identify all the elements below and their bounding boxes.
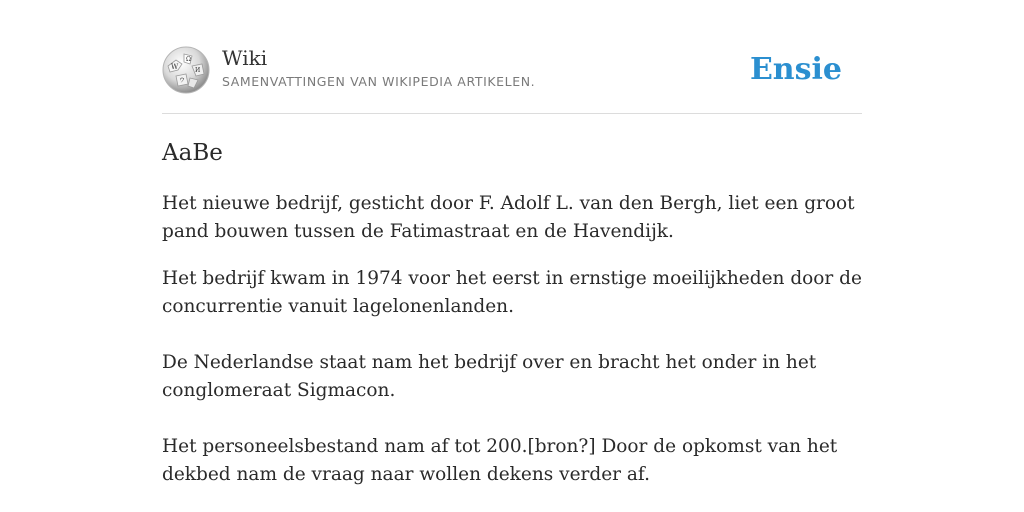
article-paragraph: Het personeelsbestand nam af tot 200.[bron?] Door de opkomst van het dekbed nam de vraag naar wollen dekens verder af. [162,436,838,485]
svg-text:И: И [195,67,201,74]
svg-text:W: W [171,63,179,71]
article-paragraph: Het nieuwe bedrijf, gesticht door F. Adolf L. van den Bergh, liet een groot pand bouwen tussen de Fatimastraat en de Havendijk. [162,193,855,242]
header-divider [162,113,862,114]
svg-text:Ω: Ω [186,56,191,63]
article-paragraph: Het bedrijf kwam in 1974 voor het eerst in ernstige moeilijkheden door de concurrentie vanuit lagelonenlanden. [162,268,862,317]
site-header [162,46,862,96]
article-paragraph: De Nederlandse staat nam het bedrijf over en bracht het onder in het conglomeraat Sigmacon. [162,352,817,401]
page [162,0,862,512]
svg-text:ウ: ウ [179,77,186,84]
site-title[interactable]: Wiki [222,46,268,70]
brand-logo-text[interactable]: Ensie [749,52,842,87]
wikipedia-globe-icon[interactable] [162,46,210,94]
page-title: AaBe [162,140,223,166]
site-tagline: SAMENVATTINGEN VAN WIKIPEDIA ARTIKELEN. [222,74,536,89]
